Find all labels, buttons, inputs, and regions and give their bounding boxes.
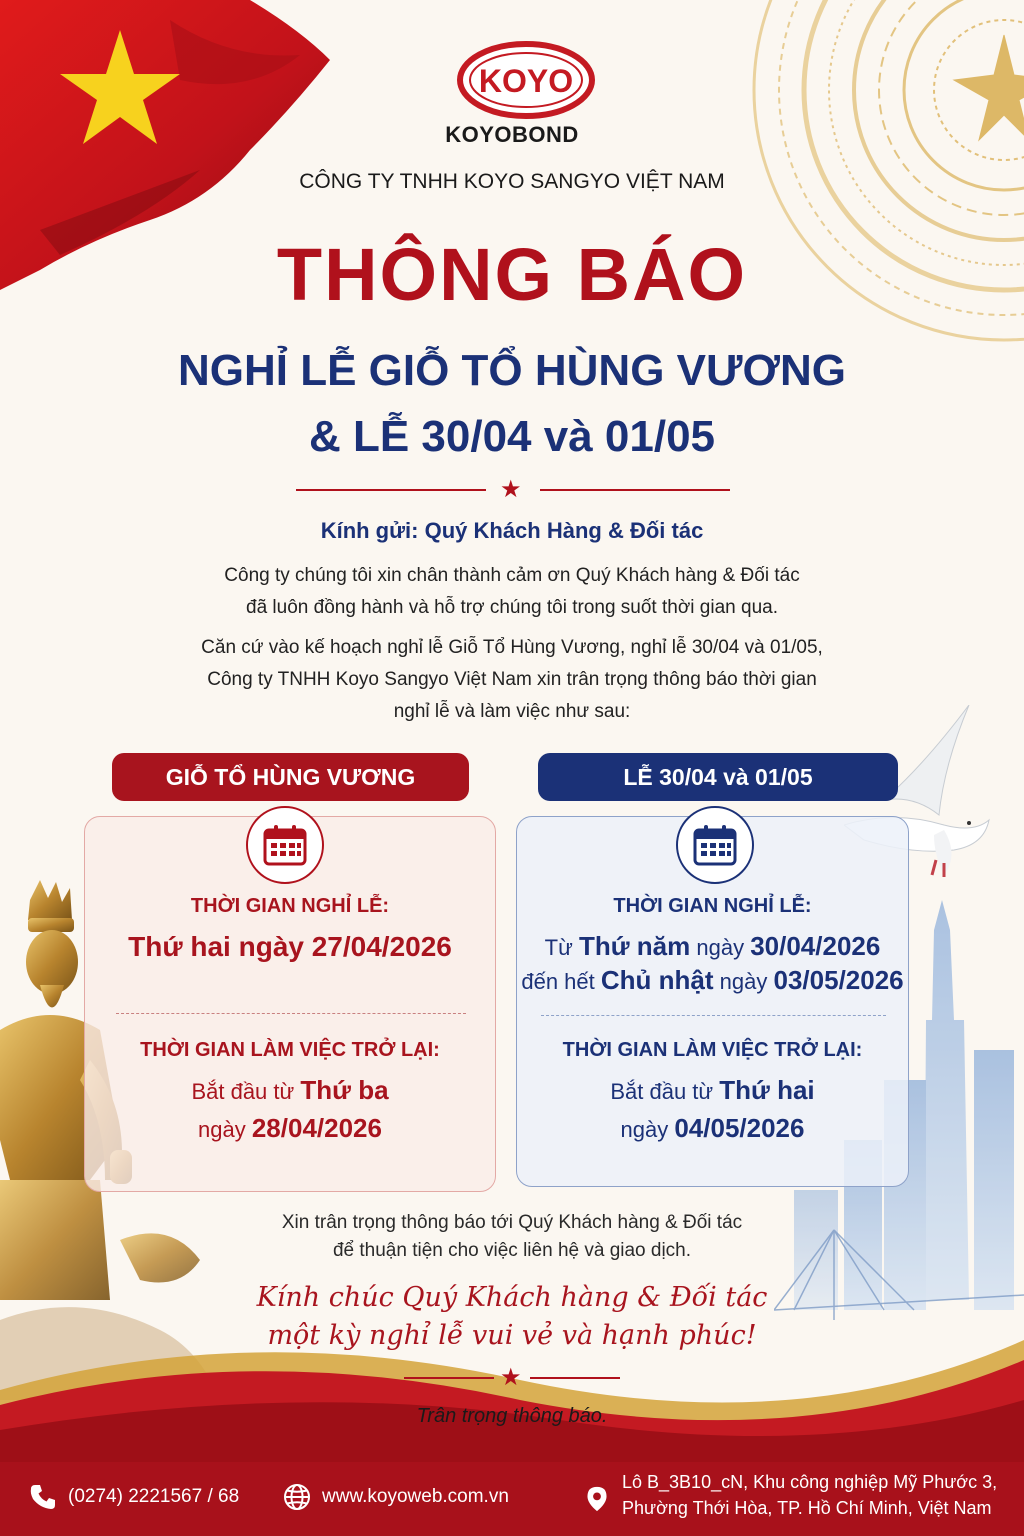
divider-right [540,489,730,491]
h-from-day: Thứ năm [578,931,691,961]
hv-return-label: THỜI GIAN LÀM VIỆC TRỞ LẠI: [140,1039,440,1061]
hv-return-date-prefix: ngày [198,1117,246,1142]
divider-left [296,489,486,491]
h-to-date: 03/05/2026 [773,965,904,995]
footer-website[interactable] [282,1482,509,1512]
h-return-label: THỜI GIAN LÀM VIỆC TRỞ LẠI: [562,1039,863,1061]
closing-divider-right [530,1377,620,1379]
greeting: Kính gửi: Quý Khách Hàng & Đối tác [320,518,704,543]
subtitle-line-1: NGHỈ LỄ GIỖ TỔ HÙNG VƯƠNG [177,346,847,395]
wish-line-1: Kính chúc Quý Khách hàng & Đối tác [256,1282,768,1313]
h-return-date: 04/05/2026 [674,1113,805,1143]
footer [0,1462,1024,1536]
h-return-prefix: Bắt đầu từ [610,1079,714,1104]
calendar-icon [263,824,307,866]
calendar-icon-badge [676,806,754,884]
phone-icon [28,1482,58,1512]
h-to-day: Chủ nhật [600,965,714,995]
intro-line-2: đã luôn đồng hành và hỗ trợ chúng tôi trong suốt thời gian qua. [246,597,778,618]
location-pin-icon [584,1484,610,1514]
plan-line-1: Căn cứ vào kế hoạch nghỉ lễ Giỗ Tổ Hùng Vương, nghỉ lễ 30/04 và 01/05, [201,637,823,658]
h-off-label: THỜI GIAN NGHỈ LỄ: [613,895,812,917]
h-return-day: Thứ hai [719,1075,815,1105]
h-from-line [516,931,909,962]
hv-return-day: Thứ ba [300,1075,389,1105]
hv-return-prefix: Bắt đầu từ [191,1079,295,1104]
signoff: Trân trọng thông báo. [416,1405,608,1427]
h-divider [541,1015,886,1016]
star-icon: ★ [500,476,522,503]
h-return-line-1 [516,1075,909,1106]
closing-line-2: để thuận tiện cho việc liên hệ và giao dịch. [332,1240,692,1261]
website-link[interactable]: www.koyoweb.com.vn [322,1486,509,1507]
h-return-line-2 [516,1113,909,1144]
globe-icon [282,1482,312,1512]
h-from-prefix: Từ [544,935,573,960]
closing-divider-left [404,1377,494,1379]
h-from-date: 30/04/2026 [750,931,881,961]
address-line-2: Phường Thới Hòa, TP. Hồ Chí Minh, Việt Nam [622,1498,992,1518]
hv-return-line-2 [84,1113,496,1144]
h-to-line [516,965,909,996]
star-icon: ★ [500,1364,522,1391]
hv-return-date: 28/04/2026 [251,1113,382,1143]
tab-30-04-01-05: LỄ 30/04 và 01/05 [538,753,898,801]
closing-line-1: Xin trân trọng thông báo tới Quý Khách hàng & Đối tác [281,1212,743,1233]
h-to-prefix: đến hết [521,969,595,994]
plan-line-3: nghỉ lễ và làm việc như sau: [393,701,631,722]
wish-line-2: một kỳ nghỉ lễ vui vẻ và hạnh phúc! [267,1320,757,1351]
h-from-mid: ngày [696,935,745,960]
phone-number[interactable]: (0274) 2221567 / 68 [68,1486,240,1507]
brand-name: KOYOBOND [445,122,579,147]
tab-hung-vuong: GIỖ TỔ HÙNG VƯƠNG [112,753,469,801]
plan-line-2: Công ty TNHH Koyo Sangyo Việt Nam xin trân trọng thông báo thời gian [207,669,817,690]
intro-line-1: Công ty chúng tôi xin chân thành cảm ơn Quý Khách hàng & Đối tác [224,565,800,586]
hv-off-date: Thứ hai ngày 27/04/2026 [128,931,452,962]
footer-phone[interactable] [28,1482,239,1512]
hv-off-label: THỜI GIAN NGHỈ LỄ: [190,895,390,917]
company-name: CÔNG TY TNHH KOYO SANGYO VIỆT NAM [299,170,725,193]
hv-return-line-1 [84,1075,496,1106]
svg-text:KOYO: KOYO [478,63,574,99]
koyo-logo [456,40,596,120]
h-to-mid: ngày [719,969,768,994]
calendar-icon [693,824,737,866]
page-title: THÔNG BÁO [276,233,748,316]
h-return-date-prefix: ngày [620,1117,669,1142]
hv-divider [116,1013,466,1014]
subtitle-line-2: & LỄ 30/04 và 01/05 [308,412,716,461]
calendar-icon-badge [246,806,324,884]
address-line-1: Lô B_3B10_cN, Khu công nghiệp Mỹ Phước 3, [622,1472,998,1492]
